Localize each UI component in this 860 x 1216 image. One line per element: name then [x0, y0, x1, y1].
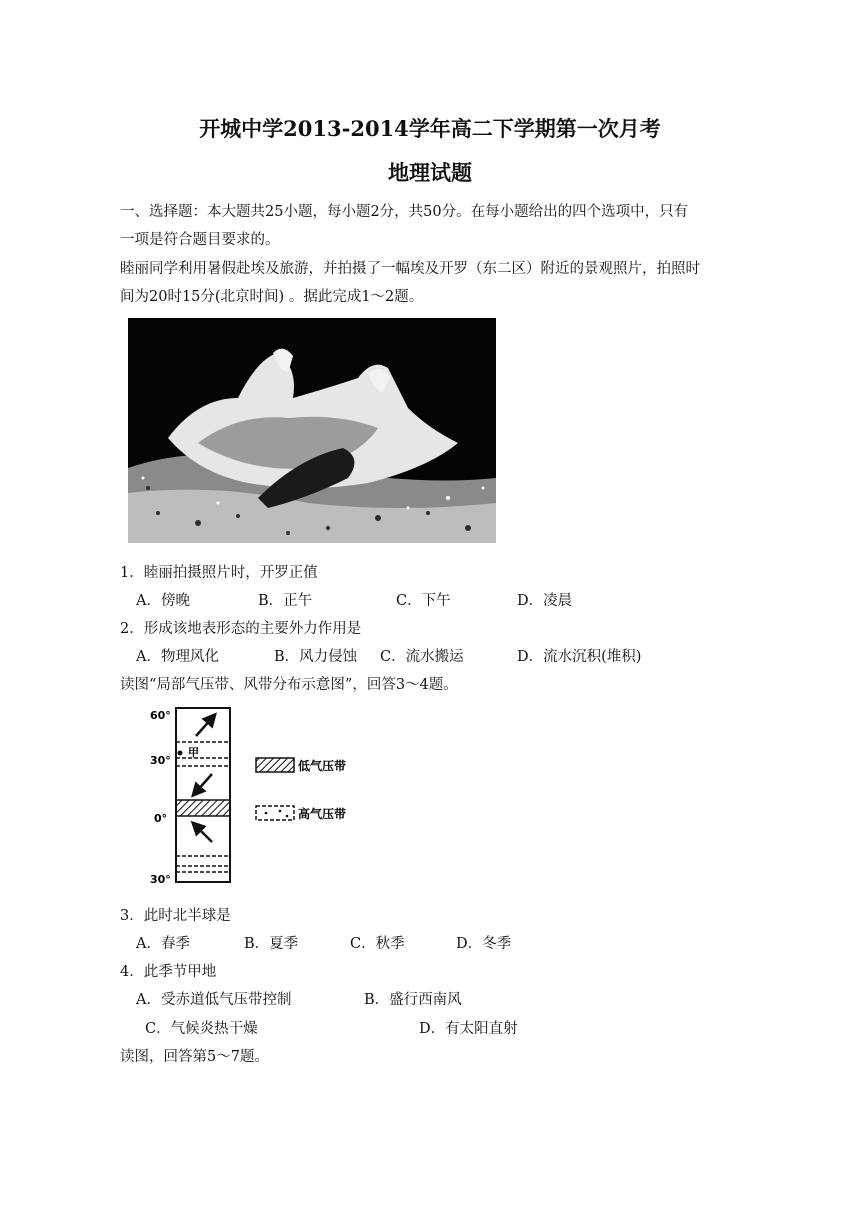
q2-option-c: C．流水搬运	[380, 649, 464, 665]
q3-option-b: B．夏季	[244, 936, 299, 952]
legend-low-swatch	[256, 758, 294, 772]
trade-wind-arrow-north-icon	[196, 774, 212, 792]
q2-option-a: A．物理风化	[136, 649, 219, 665]
legend-low-label: 低气压带	[298, 759, 347, 773]
q4-option-c: C．气候炎热干燥	[145, 1021, 258, 1037]
lat-label-30s: 30°	[150, 873, 171, 886]
legend-high-label: 高气压带	[298, 807, 347, 821]
q3-option-d: D．冬季	[456, 936, 512, 952]
q1-option-d: D．凌晨	[517, 593, 573, 609]
q2-option-b: B．风力侵蚀	[274, 649, 358, 665]
q1-stem: 1．睦丽拍摄照片时，开罗正值	[120, 565, 318, 581]
page-title: 开城中学2013-2014学年高二下学期第一次月考	[199, 116, 661, 141]
point-jia-label: 甲	[188, 746, 199, 759]
landscape-photo	[128, 318, 496, 543]
westerly-arrow-icon	[196, 718, 212, 736]
lat-label-60: 60°	[150, 709, 171, 722]
point-jia-marker	[178, 751, 183, 756]
q4-option-a: A．受赤道低气压带控制	[136, 992, 292, 1008]
lat-label-0: 0°	[154, 812, 168, 825]
q3-option-c: C．秋季	[350, 936, 405, 952]
page-subtitle: 地理试题	[388, 160, 472, 185]
q3-option-a: A．春季	[136, 936, 190, 952]
q4-option-d: D．有太阳直射	[419, 1021, 518, 1037]
q4-stem: 4．此季节甲地	[120, 964, 217, 980]
q1-option-b: B．正午	[258, 593, 313, 609]
q1-option-a: A．傍晚	[136, 593, 190, 609]
q1-option-c: C．下午	[396, 593, 451, 609]
legend-high-swatch	[256, 806, 294, 820]
pressure-wind-belt-diagram	[140, 700, 380, 890]
context-1-line2: 间为20时15分(北京时间) 。据此完成1～2题。	[120, 289, 424, 305]
lat-label-30n: 30°	[150, 754, 171, 767]
section-instructions-line2: 一项是符合题目要求的。	[120, 232, 280, 248]
q4-option-b: B．盛行西南风	[364, 992, 462, 1008]
context-3: 读图，回答第5～7题。	[120, 1049, 269, 1065]
context-1-line1: 睦丽同学利用暑假赴埃及旅游，并拍摄了一幅埃及开罗（东二区）附近的景观照片，拍照时	[120, 261, 700, 277]
trade-wind-arrow-south-icon	[196, 826, 212, 842]
q3-stem: 3．此时北半球是	[120, 908, 231, 924]
q2-option-d: D．流水沉积(堆积)	[517, 649, 642, 665]
context-2: 读图“局部气压带、风带分布示意图”，回答3～4题。	[120, 677, 458, 693]
q2-stem: 2．形成该地表形态的主要外力作用是	[120, 621, 362, 637]
section-instructions-line1: 一、选择题：本大题共25小题，每小题2分，共50分。在每小题给出的四个选项中，只有	[120, 204, 689, 220]
